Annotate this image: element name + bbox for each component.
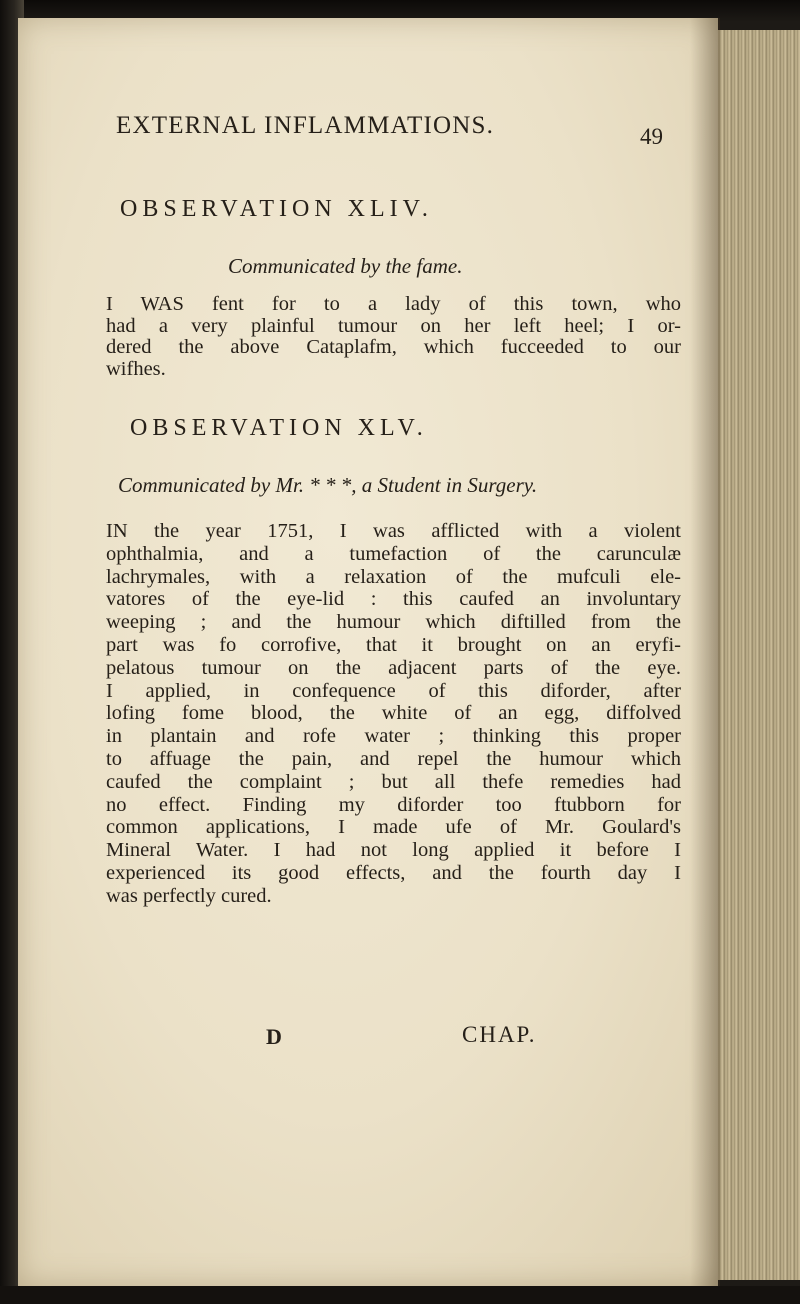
observation-heading: OBSERVATION XLV. [130,415,428,441]
text-line: had a very plainful tumour on her left heel; I or- [106,314,681,337]
scan-bottom-border [0,1286,800,1304]
text-line: no effect. Finding my diforder too ftubborn for [106,793,681,816]
text-line: dered the above Cataplafm, which fucceeded to our [106,336,681,358]
page-edge-shadow [690,18,720,1286]
text-line: I applied, in confequence of this diforder, after [106,679,681,702]
text-line: vatores of the eye-lid : this caufed an involuntary [106,588,681,611]
catchword: CHAP. [462,1022,537,1047]
observation-subheading: Communicated by Mr. * * *, a Student in Surgery. [118,473,538,497]
text-line: experienced its good effects, and the fourth day I [106,861,681,884]
text-line: ophthalmia, and a tumefaction of the carunculæ [106,542,681,565]
observation-paragraph [106,294,681,380]
text-line: pelatous tumour on the adjacent parts of the eye. [106,656,681,679]
text-line: in plantain and rofe water ; thinking this proper [106,725,681,748]
text-line: lofing fome blood, the white of an egg, diffolved [106,702,681,725]
text-line: IN the year 1751, I was afflicted with a violent [106,520,681,542]
observation-paragraph [106,520,681,908]
text-line: to affuage the pain, and repel the humour which [106,747,681,770]
text-line: Mineral Water. I had not long applied it before I [106,839,681,862]
text-line: lachrymales, with a relaxation of the mufculi ele- [106,565,681,588]
text-line: weeping ; and the humour which diftilled from the [106,611,681,634]
text-line: common applications, I made ufe of Mr. Goulard's [106,816,681,839]
running-head: EXTERNAL INFLAMMATIONS. [116,112,495,139]
text-line: I WAS fent for to a lady of this town, who [106,293,681,315]
page-number: 49 [640,124,663,149]
text-line: caufed the complaint ; but all thefe remedies had [106,770,681,793]
observation-subheading: Communicated by the fame. [228,254,463,278]
text-line: was perfectly cured. [106,884,272,907]
observation-heading: OBSERVATION XLIV. [120,196,433,222]
text-line: wifhes. [106,357,166,380]
text-line: part was fo corrofive, that it brought on an eryfi- [106,633,681,656]
signature-mark: D [266,1024,282,1049]
